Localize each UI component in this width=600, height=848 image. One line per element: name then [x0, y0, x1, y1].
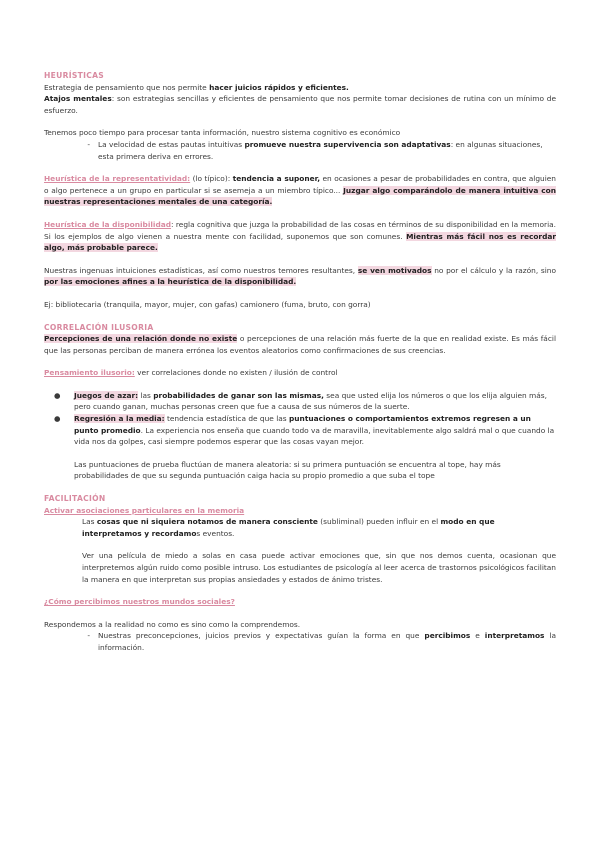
paragraph-tiempo: Tenemos poco tiempo para procesar tanta información, nuestro sistema cognitivo es económico [44, 128, 401, 138]
text: : en algunas situaciones, esta primera deriva en errores. [98, 139, 543, 161]
text: e [470, 631, 485, 641]
paragraph-pelicula-miedo: Ver una película de miedo a solas en casa puede activar emociones que, sin que nos demos cuenta, ocasionan que interpretemos algún ruido como posible intruso. Los estudiantes de psicología al leer acerca de trastornos psicológicos facilitan la manera en que interpretan sus propias ansiedades y estados de ánimo tristes. [82, 551, 556, 584]
text: sea que usted elija los números o que los elija alguien más, pero cuando ganan, muchas personas creen que fue a causa de sus números de la suerte. [74, 390, 547, 412]
dash-item-preconcepciones [44, 630, 556, 653]
bold-text: cosas que ni siquiera notamos de manera consciente [96, 517, 318, 527]
paragraph-heuristica-definicion [44, 82, 556, 94]
text: Nuestras preconcepciones, juicios previos y expectativas guían la forma en que [98, 631, 425, 641]
text: ver correlaciones donde no existen / ilusión de control [134, 368, 338, 378]
term-atajos-mentales: Atajos mentales [44, 94, 112, 104]
highlight-text: Percepciones de una relación donde no existe [44, 334, 238, 344]
dash-marker: - [87, 139, 90, 149]
document-page [44, 70, 556, 654]
text: s eventos. [196, 528, 235, 538]
bold-text: puntuaciones o comportamientos extremos regresen a un punto promedio [74, 414, 531, 435]
text: las [138, 390, 154, 400]
subheading-mundos-sociales: ¿Cómo percibimos nuestros mundos sociales? [44, 597, 235, 607]
text: : son estrategias sencillas y eficientes de pensamiento que nos permite tomar decisiones de rutina con un mínimo de esfuerzo. [44, 94, 556, 115]
paragraph-realidad: Respondemos a la realidad no como es sino como la comprendemos. [44, 619, 301, 629]
bold-text: interpretamos [484, 631, 545, 641]
text: Las [82, 517, 97, 527]
highlight-text: Juzgar algo comparándolo de manera intuitiva con nuestras representaciones mentales de una categoría. [44, 185, 556, 207]
highlight-text: Juegos de azar: [74, 390, 139, 400]
text: (lo típico): [190, 174, 233, 184]
term-representatividad: Heurística de la representatividad: [44, 174, 191, 184]
dash-marker: - [87, 631, 90, 641]
bold-text: probabilidades de ganar son las mismas, [153, 390, 324, 400]
paragraph-disponibilidad [44, 219, 556, 254]
paragraph-puntuaciones: Las puntuaciones de prueba fluctúan de manera aleatoria: si su primera puntuación se encuentra al tope, hay más probabilidades de que su segunda puntuación caiga hacia su propio promedio a que suba el tope [74, 459, 501, 481]
bold-text: percibimos [424, 631, 471, 641]
dash-item-velocidad [44, 139, 556, 162]
bullet-icon: ● [54, 414, 61, 424]
text: La velocidad de estas pautas intuitivas [98, 139, 245, 149]
text: . La experiencia nos enseña que cuando todo va de maravilla, inevitablemente algo saldrá mal o que cuando la vida nos da golpes, casi siempre podemos esperar que las cosas vayan mejor. [74, 425, 555, 447]
text: o percepciones de una relación más fuerte de la que en realidad existe. Es más fácil que las personas perciban de manera errónea los eventos aleatorios como confirmaciones de sus creencias. [44, 334, 556, 355]
text: Estrategia de pensamiento que nos permite [44, 82, 210, 92]
bullet-list [44, 390, 556, 448]
text: la información. [98, 631, 557, 652]
paragraph-intuiciones [44, 265, 556, 288]
text: en ocasiones a pesar de probabilidades en contra, que alguien o algo pertenece a un grupo en particular si se asemeja a un miembro típico... [44, 174, 556, 195]
text: tendencia estadística de que las [164, 414, 289, 424]
bullet-icon: ● [54, 390, 61, 400]
paragraph-ejemplo: Ej: bibliotecaria (tranquila, mayor, mujer, con gafas) camionero (fuma, bruto, con gorra) [44, 299, 371, 309]
text: Nuestras ingenuas intuiciones estadísticas, así como nuestros temores resultantes, [44, 265, 358, 275]
highlight-text: se ven motivados [357, 265, 432, 275]
list-item-regresion-media [44, 413, 556, 448]
paragraph-correlacion [44, 333, 556, 356]
term-disponibilidad: Heurística de la disponibilidad [44, 219, 172, 229]
text: no por el cálculo y la razón, sino [431, 265, 556, 275]
text: (subliminal) pueden influir en el [317, 517, 441, 527]
paragraph-representatividad [44, 173, 556, 208]
paragraph-subliminal [44, 516, 556, 539]
section-heading-heuristicas: HEURÍSTICAS [44, 71, 105, 80]
bold-text: tendencia a suponer, [232, 174, 321, 184]
highlight-text: por las emociones afines a la heurística de la disponibilidad. [44, 277, 297, 287]
bold-text: modo en que interpretamos y recordamo [82, 517, 495, 538]
term-pensamiento-ilusorio: Pensamiento ilusorio: [44, 368, 135, 378]
bold-text: hacer juicios rápidos y eficientes. [209, 82, 349, 92]
paragraph-atajos-mentales [44, 93, 556, 116]
section-heading-facilitacion: FACILITACIÓN [44, 494, 106, 504]
bold-text: promueve nuestra supervivencia son adaptativas [244, 139, 451, 149]
highlight-text: Mientras más fácil nos es recordar algo, más probable parece. [44, 231, 556, 253]
subheading-asociaciones: Activar asociaciones particulares en la memoria [44, 505, 245, 515]
list-item-juegos-azar [44, 390, 556, 413]
highlight-text: Regresión a la media: [74, 414, 165, 424]
text: : regla cognitiva que juzga la probabilidad de las cosas en términos de su disponibilidad en la memoria. Si los ejemplos de algo vienen a nuestra mente con facilidad, suponemos que son comunes. [44, 219, 556, 241]
paragraph-pensamiento-ilusorio [44, 367, 556, 379]
section-heading-correlacion: CORRELACIÓN ILUSORIA [44, 322, 154, 332]
